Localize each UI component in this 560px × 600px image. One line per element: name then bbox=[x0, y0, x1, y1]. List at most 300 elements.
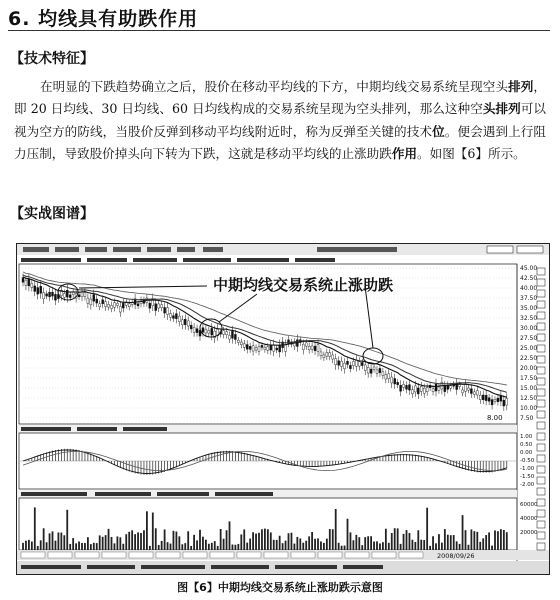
volume-bar bbox=[400, 544, 402, 550]
candle-body bbox=[308, 346, 310, 350]
side-toolbar-icon bbox=[537, 543, 545, 550]
side-toolbar-icon bbox=[537, 477, 545, 484]
candle-body bbox=[423, 388, 425, 393]
volume-bar bbox=[55, 541, 57, 550]
volume-bar bbox=[459, 544, 461, 550]
paragraph-text-4: 。便会遇到上行阻力压制，导致股价掉头向下转为下跌，这就是移动平均线的止涨助跌 bbox=[14, 123, 547, 161]
volume-bar bbox=[308, 536, 310, 550]
software-tab bbox=[291, 552, 315, 558]
candle-body bbox=[155, 304, 157, 311]
candle-body bbox=[81, 292, 83, 297]
price-axis-label: 40.00 bbox=[520, 285, 538, 292]
volume-bar bbox=[252, 532, 254, 550]
candle-body bbox=[258, 347, 260, 351]
side-toolbar-icon bbox=[537, 510, 545, 517]
candle-body bbox=[40, 286, 42, 293]
candle-body bbox=[329, 353, 331, 357]
side-toolbar-icon bbox=[537, 433, 545, 440]
volume-bar bbox=[246, 543, 248, 550]
term-wei: 位 bbox=[432, 123, 445, 139]
side-toolbar-icon bbox=[537, 279, 545, 286]
volume-bar bbox=[22, 543, 24, 550]
volume-bar bbox=[37, 546, 39, 550]
price-axis bbox=[520, 265, 537, 422]
candle-body bbox=[25, 280, 27, 285]
volume-bar bbox=[273, 540, 275, 550]
side-toolbar-icon bbox=[537, 268, 545, 275]
candle-body bbox=[108, 304, 110, 307]
candle-body bbox=[503, 400, 505, 406]
side-toolbar-icon bbox=[537, 356, 545, 363]
volume-axis-label: 20000 bbox=[520, 530, 538, 536]
candle-body bbox=[28, 279, 30, 286]
volume-bar bbox=[338, 543, 340, 550]
candle-body bbox=[506, 399, 508, 405]
candle-body bbox=[167, 308, 169, 315]
candle-body bbox=[323, 355, 325, 358]
candle-body bbox=[414, 386, 416, 392]
volume-bar bbox=[488, 532, 490, 550]
side-toolbar-icon bbox=[537, 499, 545, 506]
side-toolbar-icon bbox=[537, 378, 545, 385]
volume-bar bbox=[28, 540, 30, 550]
volume-bar bbox=[456, 541, 458, 550]
volume-bar bbox=[291, 533, 293, 550]
volume-bar bbox=[25, 541, 27, 550]
software-tab bbox=[183, 552, 207, 558]
volume-bar bbox=[40, 540, 42, 550]
candle-body bbox=[137, 304, 139, 306]
price-axis-label: 10.00 bbox=[520, 405, 538, 412]
software-tab bbox=[48, 552, 72, 558]
volume-bar bbox=[385, 529, 387, 550]
volume-bar bbox=[78, 541, 80, 550]
section-title-text: 均线具有助跌作用 bbox=[38, 8, 199, 30]
software-tab bbox=[237, 552, 261, 558]
volume-bar bbox=[282, 543, 284, 550]
paragraph-text-5: 。如图【6】所示。 bbox=[417, 145, 526, 161]
volume-bar bbox=[111, 537, 113, 550]
volume-bar bbox=[441, 543, 443, 550]
side-toolbar-icon bbox=[537, 444, 545, 451]
candle-body bbox=[391, 377, 393, 383]
macd-axis-label: -2.00 bbox=[520, 482, 535, 488]
candle-body bbox=[338, 361, 340, 366]
volume-bar bbox=[294, 544, 296, 550]
candle-body bbox=[479, 395, 481, 399]
volume-bar bbox=[397, 528, 399, 550]
volume-axis bbox=[520, 502, 538, 536]
volume-bar bbox=[217, 546, 219, 550]
price-axis-label: 12.50 bbox=[520, 395, 538, 402]
volume-bar bbox=[196, 540, 198, 550]
candle-body bbox=[178, 316, 180, 322]
macd-header-text bbox=[21, 427, 167, 431]
candle-body bbox=[370, 369, 372, 373]
volume-bar bbox=[90, 544, 92, 550]
volume-bar bbox=[453, 535, 455, 550]
volume-bar bbox=[149, 546, 151, 550]
candle-body bbox=[54, 294, 56, 300]
volume-bar bbox=[471, 529, 473, 550]
candle-body bbox=[78, 295, 80, 297]
volume-bar bbox=[420, 540, 422, 550]
chart-annotation: 中期均线交易系统止涨助跌 bbox=[213, 276, 394, 294]
candle-body bbox=[31, 283, 33, 287]
volume-bar bbox=[444, 529, 446, 550]
low-price-label: 8.00 bbox=[487, 414, 503, 422]
candle-body bbox=[116, 303, 118, 305]
volume-bar bbox=[355, 535, 357, 550]
candle-body bbox=[158, 304, 160, 308]
volume-bar bbox=[143, 530, 145, 550]
ma-header-text bbox=[21, 258, 335, 262]
volume-bar bbox=[199, 530, 201, 550]
candle-body bbox=[22, 278, 24, 282]
candle-body bbox=[349, 365, 351, 368]
volume-bar bbox=[81, 543, 83, 550]
paragraph-text-3: 可以视为空方的防线，当股价反弹到移动平均线附近时，称为反弹至关键的技术 bbox=[14, 101, 547, 139]
candle-body bbox=[122, 303, 124, 308]
candle-body bbox=[181, 320, 183, 325]
volume-bar bbox=[128, 532, 130, 550]
price-axis-label: 15.00 bbox=[520, 385, 538, 392]
volume-bar bbox=[329, 529, 331, 550]
side-toolbar-icon bbox=[537, 455, 545, 462]
side-toolbar-icon bbox=[537, 400, 545, 407]
annotation-arrow-3 bbox=[365, 286, 373, 348]
volume-bar bbox=[288, 533, 290, 550]
software-tab bbox=[129, 552, 153, 558]
side-toolbar-icon bbox=[537, 301, 545, 308]
title-divider bbox=[8, 30, 550, 31]
volume-bar bbox=[87, 537, 89, 550]
paragraph-text-1: 在明显的下跌趋势确立之后，股价在移动平均线的下方，中期均线交易系统呈现空头 bbox=[40, 79, 509, 94]
volume-bar bbox=[341, 546, 343, 550]
candle-body bbox=[467, 388, 469, 390]
side-toolbar-icon bbox=[537, 466, 545, 473]
candle-body bbox=[388, 374, 390, 379]
volume-bar bbox=[347, 519, 349, 550]
software-tab bbox=[75, 552, 99, 558]
volume-bar bbox=[494, 530, 496, 550]
term-pailie: 排列 bbox=[508, 79, 534, 94]
volume-bar bbox=[202, 537, 204, 550]
candle-body bbox=[255, 348, 257, 350]
volume-bar bbox=[485, 535, 487, 550]
volume-bar bbox=[299, 538, 301, 550]
features-heading: 【技术特征】 bbox=[10, 51, 94, 67]
volume-bar bbox=[447, 535, 449, 550]
status-bar-text bbox=[21, 565, 383, 569]
volume-bar bbox=[66, 510, 68, 550]
candle-body bbox=[46, 294, 48, 296]
price-axis-label: 25.00 bbox=[520, 345, 538, 352]
volume-bar bbox=[220, 529, 222, 550]
volume-bar bbox=[69, 544, 71, 550]
volume-bar bbox=[161, 541, 163, 550]
candle-body bbox=[432, 389, 434, 392]
software-tab bbox=[21, 552, 45, 558]
section-title bbox=[8, 4, 198, 31]
candle-body bbox=[196, 329, 198, 333]
candle-body bbox=[99, 304, 101, 307]
volume-bar bbox=[335, 509, 337, 550]
volume-bar bbox=[476, 532, 478, 550]
volume-bar bbox=[170, 544, 172, 550]
software-tab bbox=[318, 552, 342, 558]
volume-bar bbox=[503, 530, 505, 550]
candle-body bbox=[223, 331, 225, 335]
volume-bar bbox=[305, 541, 307, 550]
candle-body bbox=[355, 360, 357, 366]
candle-body bbox=[332, 355, 334, 359]
macd-axis-label: -1.00 bbox=[520, 466, 535, 472]
macd-axis-label: 0.00 bbox=[520, 450, 533, 456]
volume-axis-label: 60000 bbox=[520, 502, 538, 508]
volume-bar bbox=[276, 540, 278, 550]
volume-bar bbox=[450, 535, 452, 550]
price-axis-label: 37.50 bbox=[520, 295, 538, 302]
volume-bar bbox=[373, 542, 375, 550]
candle-body bbox=[184, 319, 186, 325]
volume-bar bbox=[403, 534, 405, 550]
side-toolbar-icon bbox=[537, 488, 545, 495]
candle-body bbox=[450, 386, 452, 388]
volume-bar bbox=[155, 528, 157, 550]
candle-body bbox=[382, 372, 384, 376]
macd-axis-label: 1.00 bbox=[520, 434, 533, 440]
volume-bar bbox=[462, 515, 464, 550]
volume-bar bbox=[258, 533, 260, 550]
volume-bar bbox=[119, 537, 121, 550]
candle-body bbox=[149, 303, 151, 308]
macd-axis-label: -1.50 bbox=[520, 474, 535, 480]
volume-bar bbox=[58, 532, 60, 550]
macd-axis bbox=[520, 434, 535, 488]
volume-bar bbox=[125, 534, 127, 550]
candle-body bbox=[84, 292, 86, 296]
volume-bar bbox=[249, 539, 251, 550]
volume-bar bbox=[500, 529, 502, 550]
candle-body bbox=[376, 370, 378, 373]
volume-bar bbox=[350, 532, 352, 550]
candle-body bbox=[462, 390, 464, 393]
price-axis-label: 20.00 bbox=[520, 365, 538, 372]
annotation-arrow-2 bbox=[219, 294, 257, 322]
price-axis-label: 22.50 bbox=[520, 355, 538, 362]
candle-body bbox=[302, 344, 304, 350]
paragraph-text-2: ，即 20 日均线、30 日均线、60 日均线构成的交易系统呈现为空头排列，那么这种空 bbox=[14, 79, 547, 117]
volume-bar bbox=[417, 530, 419, 550]
stock-chart-svg bbox=[17, 244, 549, 574]
volume-bar bbox=[226, 530, 228, 550]
volume-bar bbox=[60, 533, 62, 550]
candle-body bbox=[264, 347, 266, 349]
volume-bar bbox=[370, 536, 372, 550]
candle-body bbox=[240, 342, 242, 345]
volume-bar bbox=[181, 544, 183, 550]
side-toolbar-icon bbox=[537, 422, 545, 429]
candle-body bbox=[494, 399, 496, 401]
macd-axis-label: 0.50 bbox=[520, 442, 533, 448]
candle-body bbox=[397, 382, 399, 384]
volume-bar bbox=[302, 543, 304, 550]
candle-body bbox=[285, 345, 287, 352]
volume-bar bbox=[178, 536, 180, 550]
volume-bar bbox=[391, 533, 393, 550]
volume-bar bbox=[353, 540, 355, 550]
candle-body bbox=[208, 330, 210, 333]
volume-bar bbox=[367, 536, 369, 550]
candle-body bbox=[361, 362, 363, 365]
candle-body bbox=[406, 385, 408, 389]
candle-body bbox=[66, 290, 68, 297]
candle-body bbox=[482, 395, 484, 400]
candle-body bbox=[34, 286, 36, 292]
candle-body bbox=[52, 292, 54, 296]
volume-bar bbox=[173, 531, 175, 550]
volume-bar bbox=[134, 534, 136, 550]
candle-body bbox=[125, 303, 127, 306]
volume-bar bbox=[117, 536, 119, 550]
side-toolbar-icon bbox=[537, 312, 545, 319]
price-axis-label: 42.50 bbox=[520, 275, 538, 282]
volume-bar bbox=[314, 539, 316, 550]
candle-body bbox=[202, 328, 204, 333]
volume-bar bbox=[146, 511, 148, 550]
volume-bar bbox=[122, 544, 124, 550]
candle-body bbox=[63, 293, 65, 297]
candle-body bbox=[211, 328, 213, 335]
volume-bar bbox=[184, 543, 186, 550]
volume-bar bbox=[394, 528, 396, 550]
candle-body bbox=[491, 400, 493, 405]
volume-bar bbox=[187, 531, 189, 550]
volume-bar bbox=[140, 533, 142, 550]
macd-histogram bbox=[23, 449, 507, 475]
candle-body bbox=[267, 347, 269, 351]
candle-body bbox=[488, 398, 490, 402]
side-toolbar-icon bbox=[537, 345, 545, 352]
volume-bar bbox=[344, 546, 346, 550]
term-zuoyong: 作用 bbox=[391, 145, 417, 161]
candle-body bbox=[400, 385, 402, 391]
volume-bar bbox=[237, 544, 239, 550]
candle-body bbox=[102, 300, 104, 304]
candle-body bbox=[420, 386, 422, 391]
volume-bar bbox=[358, 537, 360, 550]
volume-bar bbox=[255, 534, 257, 550]
candle-body bbox=[37, 288, 39, 295]
volume-bar bbox=[482, 538, 484, 550]
candle-body bbox=[234, 334, 236, 339]
candle-body bbox=[305, 343, 307, 346]
software-tabs bbox=[21, 552, 423, 558]
volume-bar bbox=[473, 531, 475, 550]
candle-body bbox=[237, 340, 239, 342]
candle-body bbox=[187, 321, 189, 326]
volume-bar bbox=[232, 545, 234, 550]
macd-axis-label: -0.50 bbox=[520, 458, 535, 464]
candle-body bbox=[279, 345, 281, 352]
software-tab bbox=[399, 552, 423, 558]
volume-bar bbox=[176, 532, 178, 550]
volume-bar bbox=[435, 543, 437, 550]
volume-bar bbox=[31, 542, 33, 550]
volume-bars bbox=[22, 507, 508, 550]
volume-bar bbox=[243, 529, 245, 550]
candle-body bbox=[87, 298, 89, 303]
volume-bar bbox=[229, 521, 231, 550]
candle-body bbox=[367, 367, 369, 373]
volume-bar bbox=[426, 508, 428, 550]
volume-bar bbox=[63, 535, 65, 550]
price-axis-label: 7.50 bbox=[520, 415, 534, 422]
figure-caption: 图【6】中期均线交易系统止涨助跌示意图 bbox=[177, 581, 383, 594]
candle-body bbox=[314, 346, 316, 351]
term-toutou-pailie: 头排列 bbox=[482, 101, 521, 117]
candle-body bbox=[90, 299, 92, 305]
volume-bar bbox=[279, 536, 281, 550]
volume-bar bbox=[167, 542, 169, 550]
candle-body bbox=[205, 329, 207, 333]
volume-bar bbox=[376, 541, 378, 550]
side-toolbar-icon bbox=[537, 334, 545, 341]
volume-bar bbox=[75, 543, 77, 550]
candle-body bbox=[231, 331, 233, 338]
volume-bar bbox=[208, 544, 210, 550]
price-axis-label: 30.00 bbox=[520, 325, 538, 332]
volume-bar bbox=[152, 513, 154, 550]
volume-bar bbox=[72, 538, 74, 550]
volume-bar bbox=[382, 542, 384, 550]
volume-bar bbox=[99, 535, 101, 550]
volume-bar bbox=[240, 534, 242, 550]
volume-bar bbox=[491, 546, 493, 550]
volume-bar bbox=[429, 546, 431, 550]
candle-body bbox=[93, 295, 95, 302]
volume-bar bbox=[190, 546, 192, 550]
volume-axis-label: 40000 bbox=[520, 516, 538, 522]
price-axis-label: 17.50 bbox=[520, 375, 538, 382]
software-tab bbox=[156, 552, 180, 558]
candle-body bbox=[276, 348, 278, 350]
price-axis-label: 45.00 bbox=[520, 265, 538, 272]
volume-bar bbox=[409, 533, 411, 550]
volume-bar bbox=[214, 541, 216, 550]
candle-body bbox=[273, 345, 275, 351]
candle-body bbox=[229, 335, 231, 339]
candle-body bbox=[373, 367, 375, 369]
stock-chart-screenshot bbox=[16, 243, 550, 575]
software-tab bbox=[102, 552, 126, 558]
side-toolbar-icon bbox=[537, 411, 545, 418]
volume-header-text bbox=[21, 492, 273, 496]
price-axis-label: 32.50 bbox=[520, 315, 538, 322]
volume-bar bbox=[270, 532, 272, 550]
volume-bar bbox=[114, 543, 116, 550]
candle-body bbox=[49, 292, 51, 297]
date-label: 2008/09/26 bbox=[437, 552, 475, 560]
candle-body bbox=[164, 307, 166, 313]
volume-bar bbox=[432, 536, 434, 550]
candle-body bbox=[476, 391, 478, 395]
volume-bar bbox=[479, 542, 481, 550]
volume-bar bbox=[379, 543, 381, 550]
volume-bar bbox=[131, 530, 133, 550]
price-axis-label: 35.00 bbox=[520, 305, 538, 312]
